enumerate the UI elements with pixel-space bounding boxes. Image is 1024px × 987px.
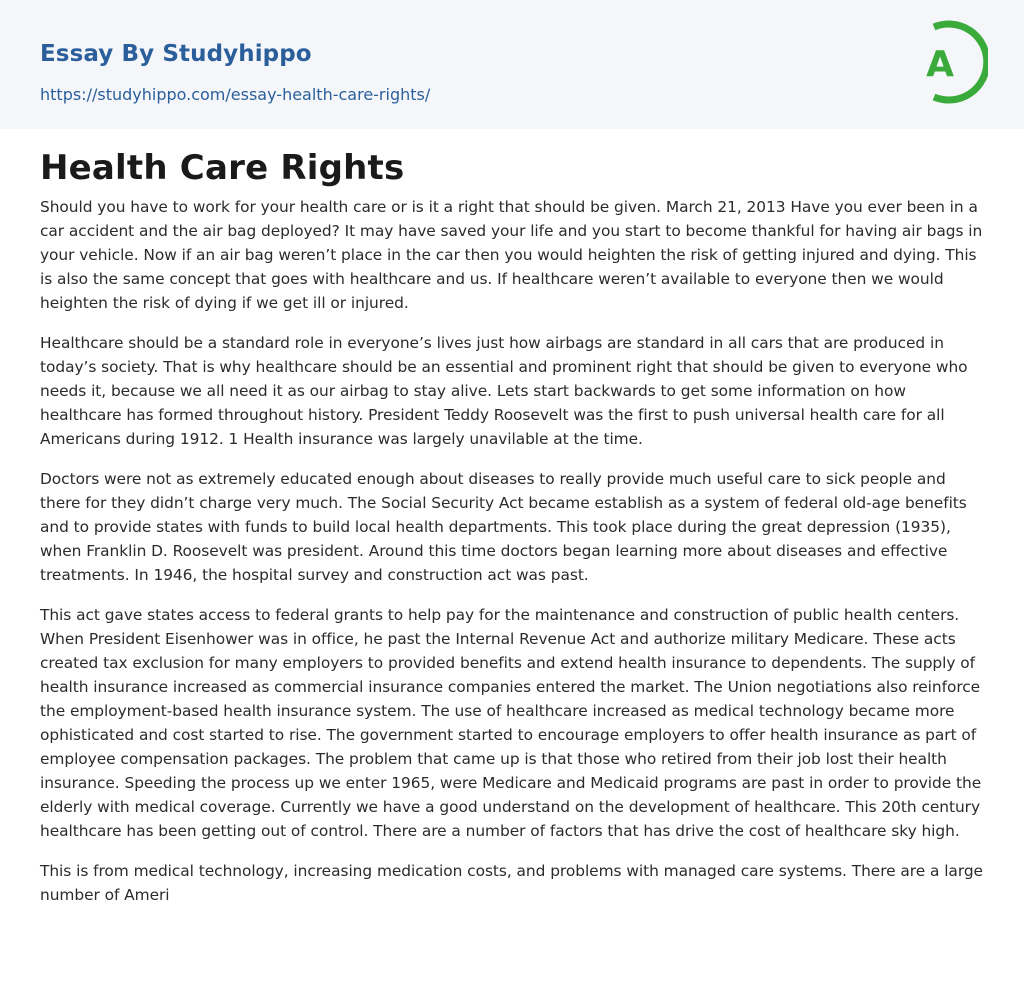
article-paragraph: This act gave states access to federal grants to help pay for the maintenance and construction of public health centers. When President Eisenhower was in office, he past the Internal Revenue Act and authorize military Medicare. These acts created tax exclusion for many employers to provided benefits and extend health insurance to dependents. The supply of health insurance increased as commercial insurance companies entered the market. The Union negotiations also reinforce the employment-based health insurance system. The use of healthcare increased as medical technology became more ophisticated and cost started to rise. The government started to encourage employers to offer health insurance as part of employee compensation packages. The problem that came up is that those who retired from their job lost their health insurance. Speeding the process up we enter 1965, were Medicare and Medicaid programs are past in order to provide the elderly with medical coverage. Currently we have a good understand on the development of healthcare. This 20th century healthcare has been getting out of control. There are a number of factors that has drive the cost of healthcare sky high. [40,606,982,840]
article-paragraph: Should you have to work for your health care or is it a right that should be given. March 21, 2013 Have you ever been in a car accident and the air bag deployed? It may have saved your life and you start to become thankful for having air bags in your vehicle. Now if an air bag weren’t place in the car then you would heighten the risk of getting injured and dying. This is also the same concept that goes with healthcare and us. If healthcare weren’t available to everyone then we would heighten the risk of dying if we get ill or injured. [40,198,983,312]
site-header [0,0,1024,129]
article-paragraph: Healthcare should be a standard role in everyone’s lives just how airbags are standard in all cars that are produced in today’s society. That is why healthcare should be an essential and prominent right that should be given to everyone who needs it, because we all need it as our airbag to stay alive. Lets start backwards to get some information on how healthcare has formed throughout history. President Teddy Roosevelt was the first to push universal health care for all Americans during 1912. 1 Health insurance was largely unavilable at the time. [40,334,968,448]
essay-url-link[interactable]: https://studyhippo.com/essay-health-care-rights/ [40,85,431,104]
brand-title: Essay By Studyhippo [40,41,312,67]
article-paragraph: This is from medical technology, increasing medication costs, and problems with managed care systems. There are a large number of Ameri [40,862,983,904]
page-title: Health Care Rights [40,148,405,188]
article [0,129,1024,907]
logo-letter: A [926,44,954,85]
studyhippo-logo-icon[interactable] [912,19,988,105]
article-paragraph: Doctors were not as extremely educated enough about diseases to really provide much useful care to sick people and there for they didn’t charge very much. The Social Security Act became establish as a system of federal old-age benefits and to provide states with funds to build local health departments. This took place during the great depression (1935), when Franklin D. Roosevelt was president. Around this time doctors began learning more about diseases and effective treatments. In 1946, the hospital survey and construction act was past. [40,470,967,584]
